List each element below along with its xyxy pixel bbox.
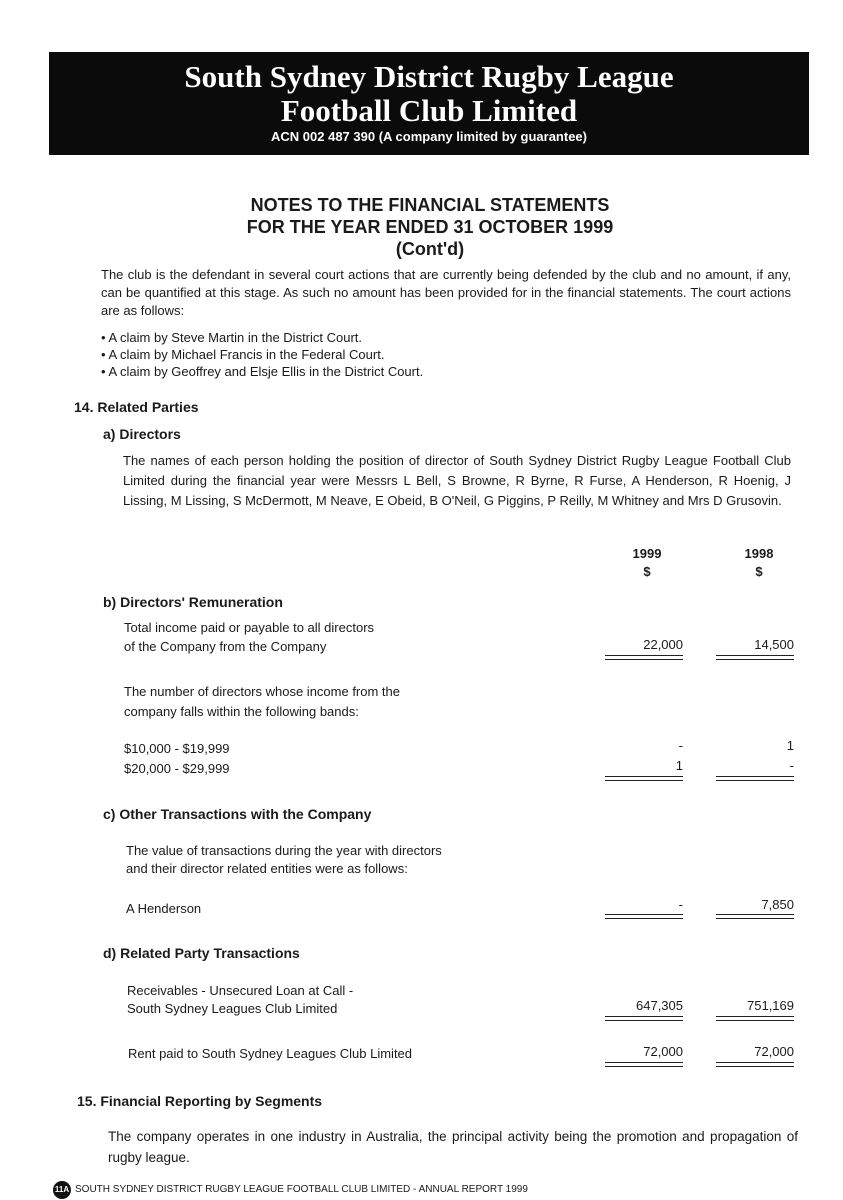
henderson-label: A Henderson [126, 901, 202, 916]
column-unit-1999: $ [643, 564, 651, 579]
page-number-badge: 11A [53, 1181, 71, 1199]
footer-text: SOUTH SYDNEY DISTRICT RUGBY LEAGUE FOOTBALL CLUB LIMITED - ANNUAL REPORT 1999 [75, 1184, 528, 1195]
section-14d-title: d) Related Party Transactions [103, 945, 300, 961]
rent-label: Rent paid to South Sydney Leagues Club Limited [128, 1046, 413, 1061]
section-14b-title: b) Directors' Remuneration [103, 594, 283, 610]
bands-label-line2: company falls within the following bands: [124, 704, 359, 719]
henderson-1998: 7,850 [761, 897, 794, 912]
court-actions-paragraph: The club is the defendant in several court actions that are currently being defended by the club and no amount, if any, can be quantified at this stage. As such no amount has been provided for in the financial statements. The court actions are as follows: [101, 267, 791, 318]
band2-1999: 1 [675, 758, 683, 773]
directors-paragraph: The names of each person holding the position of director of South Sydney District Rugby League Football Club Limited during the financial year were Messrs L Bell, S Browne, R Byrne, R Furse, A Henderson, R Hoenig, J Lissing, M Lissing, S McDermott, M Neave, E Obeid, B O'Neil, G Piggins, P Reilly, M Whitney and Mrs D Grusovin. [123, 453, 791, 508]
double-underline [716, 776, 794, 781]
double-underline [605, 776, 683, 781]
bullet-item: • A claim by Steve Martin in the District Court. [101, 330, 363, 345]
bullet-item: • A claim by Geoffrey and Elsje Ellis in the District Court. [101, 364, 424, 379]
double-underline [605, 914, 683, 919]
receivables-1998: 751,169 [747, 998, 794, 1013]
club-name-line1: South Sydney District Rugby League [184, 59, 674, 94]
receivables-label-line2: South Sydney Leagues Club Limited [127, 1001, 338, 1016]
double-underline [605, 1016, 683, 1021]
receivables-1999: 647,305 [636, 998, 683, 1013]
band2-label: $20,000 - $29,999 [124, 761, 230, 776]
column-header-1998: 1998 [744, 546, 774, 561]
section-14a-title: a) Directors [103, 426, 181, 442]
double-underline [716, 1062, 794, 1067]
receivables-label-line1: Receivables - Unsecured Loan at Call - [127, 983, 354, 998]
double-underline [605, 1062, 683, 1067]
segments-paragraph: The company operates in one industry in Australia, the principal activity being the promotion and propagation of rugby league. [108, 1129, 798, 1165]
double-underline [605, 655, 683, 660]
remuneration-1998: 14,500 [754, 637, 794, 652]
transactions-label-line1: The value of transactions during the year with directors [126, 843, 442, 858]
band1-label: $10,000 - $19,999 [124, 741, 230, 756]
rent-1998: 72,000 [754, 1044, 794, 1059]
column-unit-1998: $ [755, 564, 763, 579]
bullet-item: • A claim by Michael Francis in the Federal Court. [101, 347, 385, 362]
section-15-title: 15. Financial Reporting by Segments [77, 1093, 323, 1109]
remuneration-label-line1: Total income paid or payable to all directors [124, 620, 375, 635]
acn-line: ACN 002 487 390 (A company limited by guarantee) [271, 129, 587, 144]
page-title-line3: (Cont'd) [395, 239, 465, 259]
section-14c-title: c) Other Transactions with the Company [103, 806, 372, 822]
remuneration-label-line2: of the Company from the Company [124, 639, 327, 654]
double-underline [716, 655, 794, 660]
band1-1998: 1 [786, 738, 794, 753]
double-underline [716, 914, 794, 919]
bands-label-line1: The number of directors whose income from the [124, 684, 401, 699]
rent-1999: 72,000 [643, 1044, 683, 1059]
double-underline [716, 1016, 794, 1021]
page-title-line1: NOTES TO THE FINANCIAL STATEMENTS [250, 195, 610, 215]
band2-1998: - [789, 758, 794, 773]
club-name-line2: Football Club Limited [280, 93, 578, 128]
header-banner [49, 52, 809, 155]
column-header-1999: 1999 [632, 546, 662, 561]
transactions-label-line2: and their director related entities were as follows: [126, 861, 408, 876]
remuneration-1999: 22,000 [643, 637, 683, 652]
page-title-line2: FOR THE YEAR ENDED 31 OCTOBER 1999 [246, 217, 614, 237]
henderson-1999: - [678, 897, 683, 912]
band1-1999: - [678, 738, 683, 753]
section-14-title: 14. Related Parties [74, 399, 199, 415]
